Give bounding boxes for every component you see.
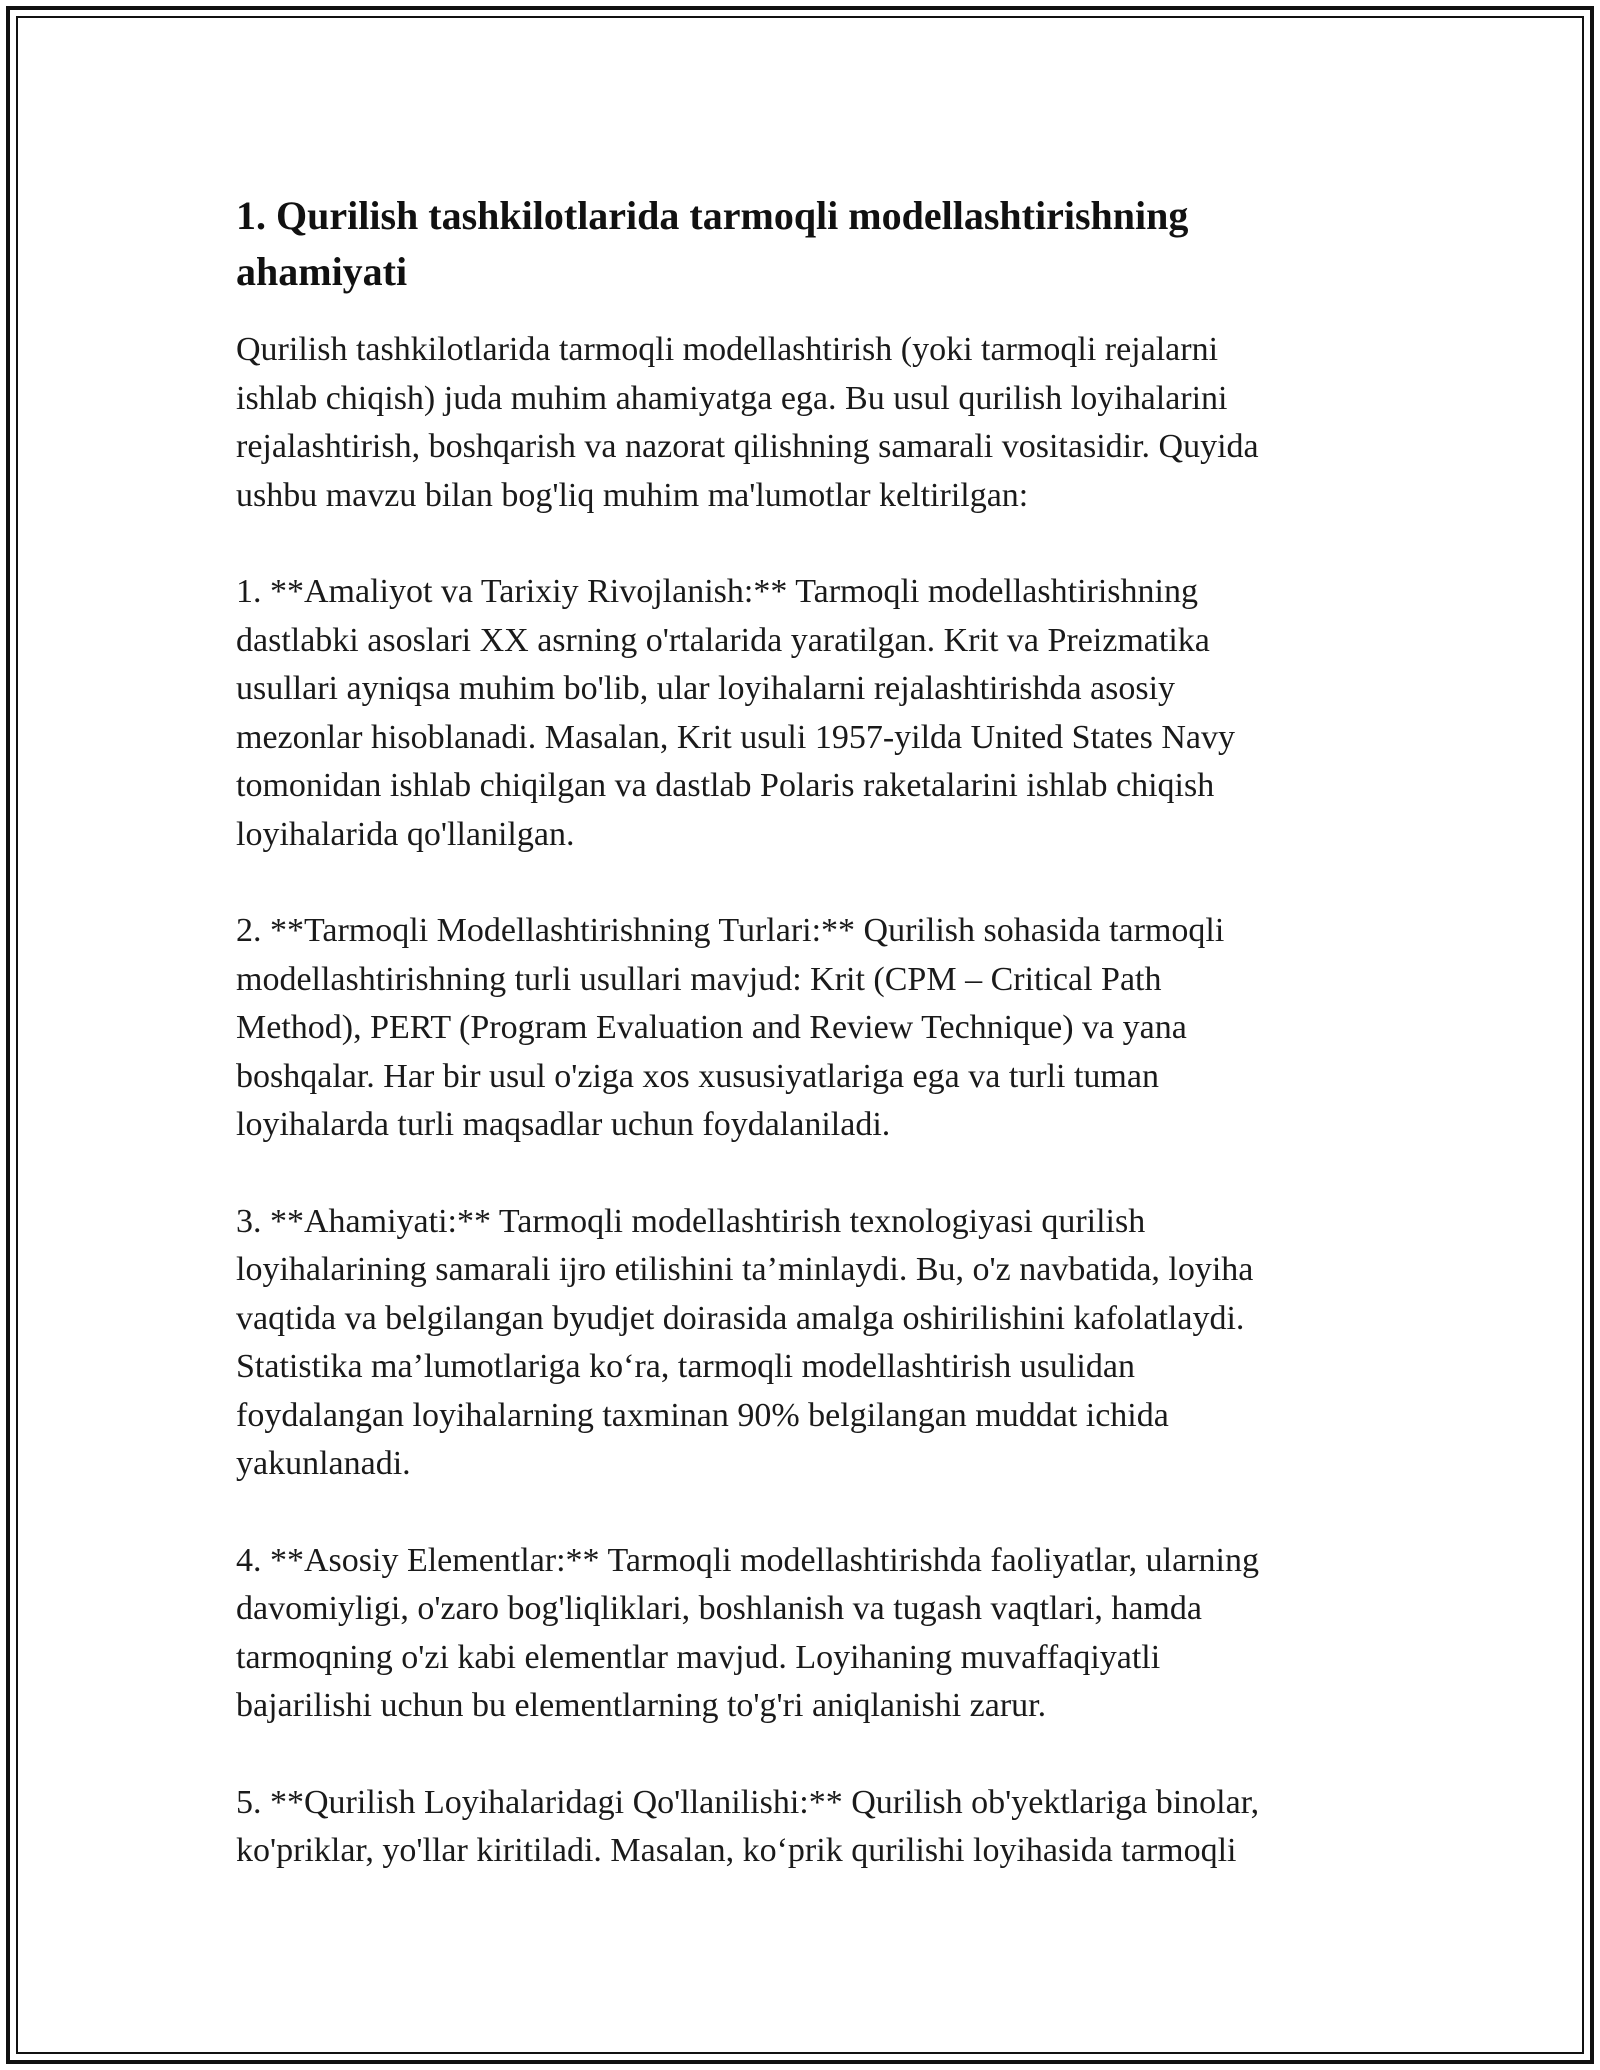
list-item-history: 1. **Amaliyot va Tarixiy Rivojlanish:** Tarmoqli modellashtirishning dastlabki asoslari XX asrning o'rtalarida yaratilgan. Krit va Preizmatika usullari ayniqsa muhim bo'lib, ular loyihalarni rejalashtirishda asosiy mezonlar hisoblanadi. Masalan, Krit usuli 1957-yilda United States Navy tomonidan ishlab chiqilgan va dastlab Polaris raketalarini ishlab chiqish loyihalarida qo'llanilgan. xyxy=(236,573,1236,853)
intro-paragraph: Qurilish tashkilotlarida tarmoqli modellashtirish (yoki tarmoqli rejalarni ishlab chiqish) juda muhim ahamiyatga ega. Bu usul qurilish loyihalarini rejalashtirish, boshqarish va nazorat qilishning samarali vositasidir. Quyida ushbu mavzu bilan bog'liq muhim ma'lumotlar keltirilgan: xyxy=(236,331,1259,514)
list-item-application: 5. **Qurilish Loyihalaridagi Qo'llanilishi:** Qurilish ob'yektlariga binolar, ko'priklar, yo'llar kiritiladi. Masalan, ko‘prik qurilishi loyihasida tarmoqli xyxy=(236,1783,1260,1869)
document-title: 1. Qurilish tashkilotlarida tarmoqli modellashtirishning ahamiyati xyxy=(236,193,1189,294)
list-item-types: 2. **Tarmoqli Modellashtirishning Turlari:** Qurilish sohasida tarmoqli modellashtirishning turli usullari mavjud: Krit (CPM – Critical Path Method), PERT (Program Evaluation and Review Technique) va yana boshqalar. Har bir usul o'ziga xos xususiyatlariga ega va turli tuman loyihalarda turli maqsadlar uchun foydalaniladi. xyxy=(236,912,1225,1143)
list-item-importance: 3. **Ahamiyati:** Tarmoqli modellashtirish texnologiyasi qurilish loyihalarining samarali ijro etilishini ta’minlaydi. Bu, o'z navbatida, loyiha vaqtida va belgilangan byudjet doirasida amalga oshirilishini kafolatlaydi. Statistika ma’lumotlariga ko‘ra, tarmoqli modellashtirish usulidan foydalangan loyihalarning taxminan 90% belgilangan muddat ichida yakunlanadi. xyxy=(236,1202,1254,1482)
list-item-elements: 4. **Asosiy Elementlar:** Tarmoqli modellashtirishda faoliyatlar, ularning davomiyligi, o'zaro bog'liqliklari, boshlanish va tugash vaqtlari, hamda tarmoqning o'zi kabi elementlar mavjud. Loyihaning muvaffaqiyatli bajarilishi uchun bu elementlarning to'g'ri aniqlanishi zarur. xyxy=(236,1541,1259,1724)
document-body xyxy=(236,188,1356,1924)
